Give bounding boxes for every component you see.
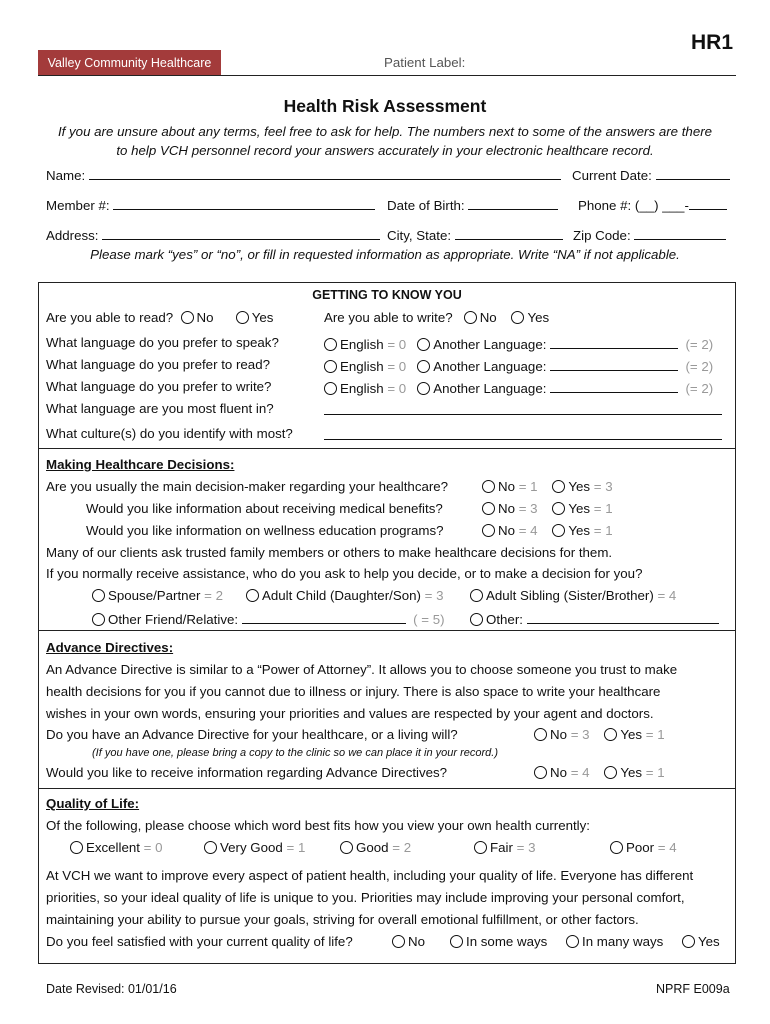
- fair-label: Fair: [490, 840, 513, 855]
- excellent-num: = 0: [143, 840, 163, 855]
- write-another-field[interactable]: [550, 379, 678, 393]
- culture-field[interactable]: [324, 426, 722, 440]
- write-no-label: No: [479, 310, 497, 325]
- decisions-q2-yes-label: Yes: [568, 501, 591, 516]
- other-field[interactable]: [527, 610, 719, 624]
- form-code: HR1: [691, 31, 734, 54]
- member-label: Member #:: [46, 198, 110, 213]
- poor-num: = 4: [657, 840, 677, 855]
- dob-label: Date of Birth:: [387, 198, 465, 213]
- header-divider: [38, 75, 736, 76]
- advance-q2-no-num: = 4: [570, 765, 590, 780]
- excellent-radio[interactable]: [70, 841, 83, 854]
- satisfied-yes-label: Yes: [698, 934, 720, 949]
- fluent-field[interactable]: [324, 401, 722, 415]
- advance-note: (If you have one, please bring a copy to the clinic so we can place it in your record.): [92, 747, 498, 759]
- instructions: Please mark “yes” or “no”, or fill in requested information as appropriate. Write “NA” if not applicable.: [90, 247, 680, 262]
- fair-num: = 3: [516, 840, 536, 855]
- satisfied-many-radio[interactable]: [566, 935, 579, 948]
- quality-q2: Do you feel satisfied with your current quality of life?: [46, 934, 353, 949]
- adult-sibling-num: = 4: [657, 588, 677, 603]
- quality-p3: maintaining your ability to pursue your goals, striving for overall emotional fulfillment, or other factors.: [46, 912, 639, 927]
- advance-q1-no-label: No: [550, 727, 567, 742]
- quality-q1: Of the following, please choose which word best fits how you view your own health currently:: [46, 818, 590, 833]
- write-another-label: Another Language:: [433, 381, 547, 396]
- speak-another-label: Another Language:: [433, 337, 547, 352]
- write-english-num: = 0: [387, 381, 407, 396]
- excellent-label: Excellent: [86, 840, 140, 855]
- section-heading-getting-to-know: GETTING TO KNOW YOU: [312, 288, 462, 302]
- other-friend-num: ( = 5): [413, 612, 445, 627]
- other-radio[interactable]: [470, 613, 483, 626]
- section-heading-advance: Advance Directives:: [46, 640, 174, 655]
- advance-q2-yes-radio[interactable]: [604, 766, 617, 779]
- advance-p2: health decisions for you if you cannot due to illness or injury. There is also space to write your healthcare: [46, 684, 661, 699]
- advance-q1-yes-num: = 1: [645, 727, 665, 742]
- section-heading-decisions: Making Healthcare Decisions:: [46, 457, 235, 472]
- good-radio[interactable]: [340, 841, 353, 854]
- write-no-radio[interactable]: [464, 311, 477, 324]
- decisions-text-1: Many of our clients ask trusted family members or others to make healthcare decisions for them.: [46, 545, 613, 560]
- advance-q2-no-radio[interactable]: [534, 766, 547, 779]
- other-friend-radio[interactable]: [92, 613, 105, 626]
- read-another-num: (= 2): [685, 359, 714, 374]
- current-date-label: Current Date:: [572, 168, 652, 183]
- decisions-q3-yes-num: = 1: [593, 523, 613, 538]
- section-divider-2: [38, 630, 736, 631]
- adult-child-label: Adult Child (Daughter/Son): [262, 588, 421, 603]
- very-good-label: Very Good: [220, 840, 283, 855]
- decisions-q2-yes-radio[interactable]: [552, 502, 565, 515]
- satisfied-no-label: No: [408, 934, 425, 949]
- member-field[interactable]: [113, 196, 375, 210]
- phone-label: Phone #: (__) ___-: [578, 198, 689, 213]
- read-question: Are you able to read?: [46, 310, 174, 325]
- name-label: Name:: [46, 168, 86, 183]
- name-field[interactable]: [89, 166, 561, 180]
- speak-english-num: = 0: [387, 337, 407, 352]
- other-friend-field[interactable]: [242, 610, 406, 624]
- adult-sibling-label: Adult Sibling (Sister/Brother): [486, 588, 654, 603]
- advance-q2-no-label: No: [550, 765, 567, 780]
- culture-question: What culture(s) do you identify with most?: [46, 426, 293, 441]
- phone-field[interactable]: [689, 196, 727, 210]
- city-label: City, State:: [387, 228, 452, 243]
- other-label: Other:: [486, 612, 523, 627]
- write-yes-radio[interactable]: [511, 311, 524, 324]
- quality-p1: At VCH we want to improve every aspect of patient health, including your quality of life. Everyone has different: [46, 868, 694, 883]
- decisions-q3-no-num: = 4: [518, 523, 538, 538]
- write-english-radio[interactable]: [324, 382, 337, 395]
- decisions-q3-no-label: No: [498, 523, 515, 538]
- decisions-q3-yes-radio[interactable]: [552, 524, 565, 537]
- decisions-q1-yes-num: = 3: [593, 479, 613, 494]
- write-another-radio[interactable]: [417, 382, 430, 395]
- org-name-banner: Valley Community Healthcare: [38, 50, 221, 76]
- write-pref-question: What language do you prefer to write?: [46, 379, 272, 394]
- section-heading-quality: Quality of Life:: [46, 796, 140, 811]
- good-label: Good: [356, 840, 389, 855]
- adult-child-num: = 3: [424, 588, 444, 603]
- date-revised: Date Revised: 01/01/16: [46, 982, 177, 996]
- section-divider-3: [38, 788, 736, 789]
- read-pref-question: What language do you prefer to read?: [46, 357, 270, 372]
- read-no-radio[interactable]: [181, 311, 194, 324]
- decisions-q2-no-num: = 3: [518, 501, 538, 516]
- read-another-field[interactable]: [550, 357, 678, 371]
- decisions-q2-yes-num: = 1: [593, 501, 613, 516]
- speak-english-radio[interactable]: [324, 338, 337, 351]
- form-number: NPRF E009a: [656, 982, 730, 996]
- advance-q1-yes-radio[interactable]: [604, 728, 617, 741]
- city-field[interactable]: [455, 226, 563, 240]
- advance-q1-no-num: = 3: [570, 727, 590, 742]
- address-field[interactable]: [102, 226, 380, 240]
- current-date-field[interactable]: [656, 166, 730, 180]
- decisions-q1-yes-radio[interactable]: [552, 480, 565, 493]
- read-another-radio[interactable]: [417, 360, 430, 373]
- fluent-question: What language are you most fluent in?: [46, 401, 274, 416]
- advance-p3: wishes in your own words, ensuring your priorities and values are respected by your agent and doctors.: [46, 706, 654, 721]
- speak-another-field[interactable]: [550, 335, 678, 349]
- decisions-q1: Are you usually the main decision-maker regarding your healthcare?: [46, 479, 449, 494]
- other-friend-label: Other Friend/Relative:: [108, 612, 239, 627]
- decisions-q2-no-label: No: [498, 501, 515, 516]
- decisions-q2-no-radio[interactable]: [482, 502, 495, 515]
- very-good-num: = 1: [286, 840, 306, 855]
- satisfied-many-label: In many ways: [582, 934, 664, 949]
- write-english-label: English: [340, 381, 384, 396]
- poor-radio[interactable]: [610, 841, 623, 854]
- advance-q2-yes-num: = 1: [645, 765, 665, 780]
- adult-sibling-radio[interactable]: [470, 589, 483, 602]
- write-question: Are you able to write?: [324, 310, 453, 325]
- form-title: Health Risk Assessment: [283, 96, 487, 116]
- read-yes-radio[interactable]: [236, 311, 249, 324]
- poor-label: Poor: [626, 840, 655, 855]
- decisions-text-2: If you normally receive assistance, who do you ask to help you decide, or to make a decision for you?: [46, 566, 643, 581]
- zip-field[interactable]: [634, 226, 726, 240]
- decisions-q1-no-radio[interactable]: [482, 480, 495, 493]
- write-another-num: (= 2): [685, 381, 714, 396]
- speak-another-num: (= 2): [685, 337, 714, 352]
- intro-line-1: If you are unsure about any terms, feel free to ask for help. The numbers next to some of the answers are there: [57, 124, 713, 139]
- read-english-radio[interactable]: [324, 360, 337, 373]
- decisions-q1-yes-label: Yes: [568, 479, 591, 494]
- section-divider-1: [38, 448, 736, 449]
- speak-english-label: English: [340, 337, 384, 352]
- good-num: = 2: [392, 840, 412, 855]
- advance-q1-yes-label: Yes: [620, 727, 643, 742]
- very-good-radio[interactable]: [204, 841, 217, 854]
- decisions-q2: Would you like information about receiving medical benefits?: [86, 501, 443, 516]
- satisfied-no-radio[interactable]: [392, 935, 405, 948]
- speak-question: What language do you prefer to speak?: [46, 335, 279, 350]
- write-yes-label: Yes: [527, 310, 550, 325]
- advance-p1: An Advance Directive is similar to a “Power of Attorney”. It allows you to choose someone you trust to make: [46, 662, 678, 677]
- read-english-label: English: [340, 359, 384, 374]
- patient-label: Patient Label:: [384, 55, 466, 70]
- speak-another-radio[interactable]: [417, 338, 430, 351]
- read-another-label: Another Language:: [433, 359, 547, 374]
- spouse-label: Spouse/Partner: [108, 588, 201, 603]
- dob-field[interactable]: [468, 196, 558, 210]
- read-no-label: No: [196, 310, 214, 325]
- fair-radio[interactable]: [474, 841, 487, 854]
- spouse-radio[interactable]: [92, 589, 105, 602]
- decisions-q3-no-radio[interactable]: [482, 524, 495, 537]
- read-english-num: = 0: [387, 359, 407, 374]
- decisions-q1-no-num: = 1: [518, 479, 538, 494]
- decisions-q3-yes-label: Yes: [568, 523, 591, 538]
- address-label: Address:: [46, 228, 99, 243]
- quality-p2: priorities, so your ideal quality of life is unique to you. Priorities may include improving your personal comfort,: [46, 890, 685, 905]
- decisions-q3: Would you like information on wellness education programs?: [86, 523, 444, 538]
- satisfied-some-radio[interactable]: [450, 935, 463, 948]
- satisfied-some-label: In some ways: [466, 934, 548, 949]
- read-yes-label: Yes: [251, 310, 274, 325]
- advance-q2-yes-label: Yes: [620, 765, 643, 780]
- advance-q1: Do you have an Advance Directive for your healthcare, or a living will?: [46, 727, 458, 742]
- satisfied-yes-radio[interactable]: [682, 935, 695, 948]
- spouse-num: = 2: [204, 588, 223, 603]
- advance-q2: Would you like to receive information regarding Advance Directives?: [46, 765, 448, 780]
- decisions-q1-no-label: No: [498, 479, 515, 494]
- zip-label: Zip Code:: [573, 228, 631, 243]
- adult-child-radio[interactable]: [246, 589, 259, 602]
- advance-q1-no-radio[interactable]: [534, 728, 547, 741]
- intro-line-2: to help VCH personnel record your answers accurately in your electronic healthcare record.: [116, 143, 654, 158]
